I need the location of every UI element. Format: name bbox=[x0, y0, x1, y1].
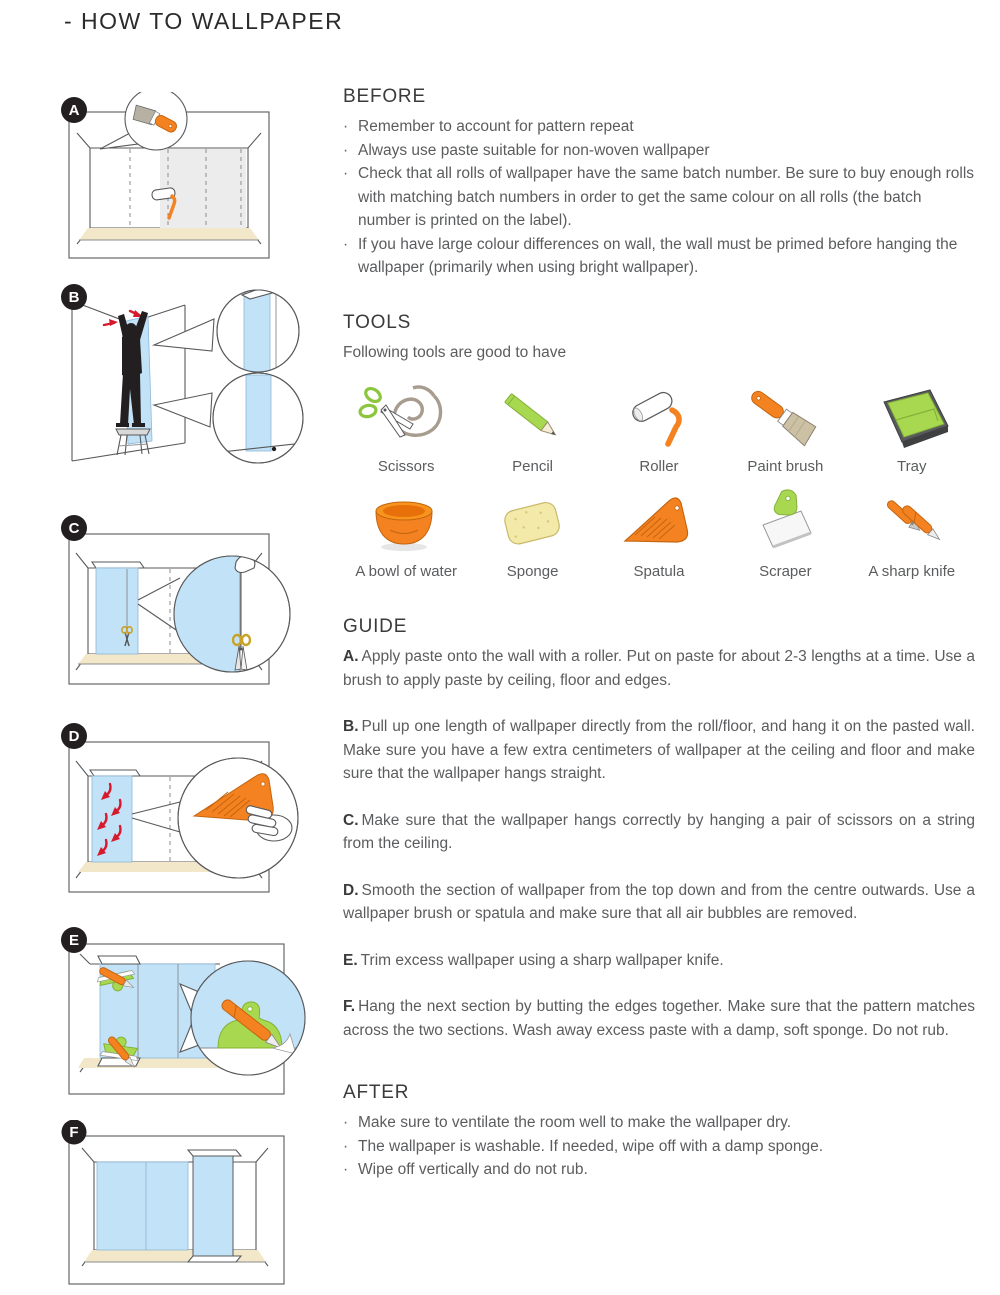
before-heading: BEFORE bbox=[343, 86, 426, 107]
paint-brush-icon bbox=[737, 380, 833, 456]
bullet-item bbox=[343, 139, 975, 163]
step-letter: A. bbox=[343, 648, 359, 665]
bullet-marker: · bbox=[343, 235, 349, 253]
bowl-of-water-icon bbox=[358, 485, 454, 561]
scraper-icon bbox=[737, 485, 833, 561]
step-letter: B. bbox=[343, 718, 359, 735]
tool-sponge bbox=[469, 485, 595, 580]
guide-step-d bbox=[343, 879, 975, 926]
bullet-marker: · bbox=[343, 1137, 349, 1155]
step-letter: C. bbox=[343, 811, 359, 829]
bullet-text: Remember to account for pattern repeat bbox=[358, 118, 634, 135]
diagram-c-scissors-plumb bbox=[60, 512, 315, 705]
diagram-e-trim-excess bbox=[60, 926, 315, 1113]
tool-bowl-of-water bbox=[343, 485, 469, 580]
hanging-wallpaper-illustration bbox=[60, 283, 315, 468]
tool-label: Spatula bbox=[633, 563, 685, 580]
bullet-text: If you have large colour differences on wall, the wall must be primed before hanging the wallpaper (primarily when using bright wallpaper). bbox=[358, 235, 958, 276]
guide-step-e bbox=[343, 949, 975, 973]
bullet-text: Wipe off vertically and do not rub. bbox=[358, 1161, 588, 1178]
tool-roller bbox=[596, 380, 722, 475]
bullet-item bbox=[343, 233, 975, 280]
section-before bbox=[343, 86, 975, 280]
bullet-item bbox=[343, 1111, 975, 1135]
bullet-item bbox=[343, 1135, 975, 1159]
tools-row-2 bbox=[343, 485, 975, 580]
bullet-item bbox=[343, 162, 975, 233]
guide-heading: GUIDE bbox=[343, 616, 408, 637]
scissors-icon bbox=[358, 380, 454, 456]
diagram-c-badge: C bbox=[68, 520, 80, 537]
bullet-marker: · bbox=[343, 141, 349, 159]
step-letter: E. bbox=[343, 951, 358, 969]
step-text: Make sure that the wallpaper hangs correctly by hanging a pair of scissors on a string from the ceiling. bbox=[343, 811, 975, 852]
tool-scissors bbox=[343, 380, 469, 475]
bullet-text: Make sure to ventilate the room well to make the wallpaper dry. bbox=[358, 1114, 792, 1131]
tool-label: Scissors bbox=[377, 458, 435, 475]
bullet-marker: · bbox=[343, 165, 349, 182]
trimming-illustration bbox=[60, 926, 315, 1108]
step-letter: D. bbox=[343, 881, 359, 899]
bullet-item bbox=[343, 1158, 975, 1182]
plumb-check-illustration bbox=[60, 512, 315, 700]
bullet-text: Check that all rolls of wallpaper have the same batch number. Be sure to buy enough rolls with matching batch numbers in order to get the same colour on all rolls (the batch number is printed on the label). bbox=[358, 165, 975, 229]
roller-icon bbox=[611, 380, 707, 456]
tool-tray bbox=[849, 380, 975, 475]
guide-step-f bbox=[343, 995, 975, 1042]
wallpaper-strip bbox=[96, 568, 138, 654]
diagram-a-paste-wall bbox=[60, 92, 315, 269]
step-text: Smooth the section of wallpaper from the top down and from the centre outwards. Use a wallpaper brush or spatula and make sure that all air bubbles are removed. bbox=[343, 881, 975, 922]
diagram-f-butt-sections bbox=[60, 1120, 315, 1295]
tool-sharp-knife bbox=[849, 485, 975, 580]
step-text: Apply paste onto the wall with a roller. Put on paste for about 2-3 lengths at a time. Use a brush to apply paste by ceiling, floor and edges. bbox=[343, 648, 975, 689]
guide-step-b bbox=[343, 715, 975, 786]
wallpaper-strip bbox=[92, 776, 132, 862]
section-tools bbox=[343, 312, 975, 580]
section-after bbox=[343, 1082, 975, 1182]
diagram-f-badge: F bbox=[69, 1124, 79, 1141]
tools-subheading: Following tools are good to have bbox=[343, 344, 567, 361]
tray-icon bbox=[864, 380, 960, 456]
diagram-b-hang-length bbox=[60, 283, 315, 473]
guide-step-c bbox=[343, 809, 975, 856]
spatula-icon bbox=[611, 485, 707, 561]
paste-roller-illustration bbox=[60, 92, 315, 264]
tool-label: Tray bbox=[897, 458, 927, 475]
step-text: Pull up one length of wallpaper directly from the roll/floor, and hang it on the pasted wall. Make sure you have a few extra centimeters of wallpaper at the ceiling and floor and make sure that the wallpaper hangs straight. bbox=[343, 718, 975, 782]
tool-label: Sponge bbox=[506, 563, 559, 580]
step-letter: F. bbox=[343, 998, 356, 1015]
tool-scraper bbox=[722, 485, 848, 580]
bullet-text: The wallpaper is washable. If needed, wipe off with a damp sponge. bbox=[358, 1137, 823, 1155]
sponge-icon bbox=[485, 485, 581, 561]
diagram-b-badge: B bbox=[68, 289, 80, 306]
page-title: - HOW TO WALLPAPER bbox=[64, 8, 344, 34]
diagram-a-badge: A bbox=[68, 102, 80, 119]
diagram-d-badge: D bbox=[68, 728, 80, 745]
bullet-text: Always use paste suitable for non-woven wallpaper bbox=[358, 141, 710, 159]
step-text: Trim excess wallpaper using a sharp wallpaper knife. bbox=[360, 951, 724, 969]
tools-row-1 bbox=[343, 380, 975, 475]
step-text: Hang the next section by butting the edges together. Make sure that the pattern matches across the two sections. Wash away excess paste with a damp, soft sponge. Do not rub. bbox=[343, 998, 975, 1039]
diagram-e-badge: E bbox=[68, 932, 80, 949]
tools-heading: TOOLS bbox=[343, 312, 412, 333]
tool-label: Scraper bbox=[759, 563, 812, 580]
guide-step-a bbox=[343, 645, 975, 692]
tool-label: Pencil bbox=[512, 458, 554, 475]
pencil-icon bbox=[485, 380, 581, 456]
bullet-marker: · bbox=[343, 118, 349, 135]
section-guide bbox=[343, 616, 975, 1065]
wallpaper-strip bbox=[146, 1162, 188, 1250]
tool-pencil bbox=[469, 380, 595, 475]
wallpaper-strip bbox=[97, 1162, 146, 1250]
bullet-marker: · bbox=[343, 1161, 349, 1178]
tool-paint-brush bbox=[722, 380, 848, 475]
tool-label: A sharp knife bbox=[868, 563, 956, 580]
wallpaper-strip-new bbox=[193, 1156, 233, 1256]
diagram-d-smooth-out bbox=[60, 718, 315, 911]
finished-sections-illustration bbox=[60, 1120, 315, 1290]
tool-label: Paint brush bbox=[747, 458, 824, 475]
smoothing-illustration bbox=[60, 718, 315, 906]
bullet-item bbox=[343, 115, 975, 139]
tool-spatula bbox=[596, 485, 722, 580]
bullet-marker: · bbox=[343, 1114, 349, 1131]
tool-label: Roller bbox=[639, 458, 679, 475]
after-heading: AFTER bbox=[343, 1082, 410, 1103]
tool-label: A bowl of water bbox=[355, 563, 458, 580]
sharp-knife-icon bbox=[864, 485, 960, 561]
